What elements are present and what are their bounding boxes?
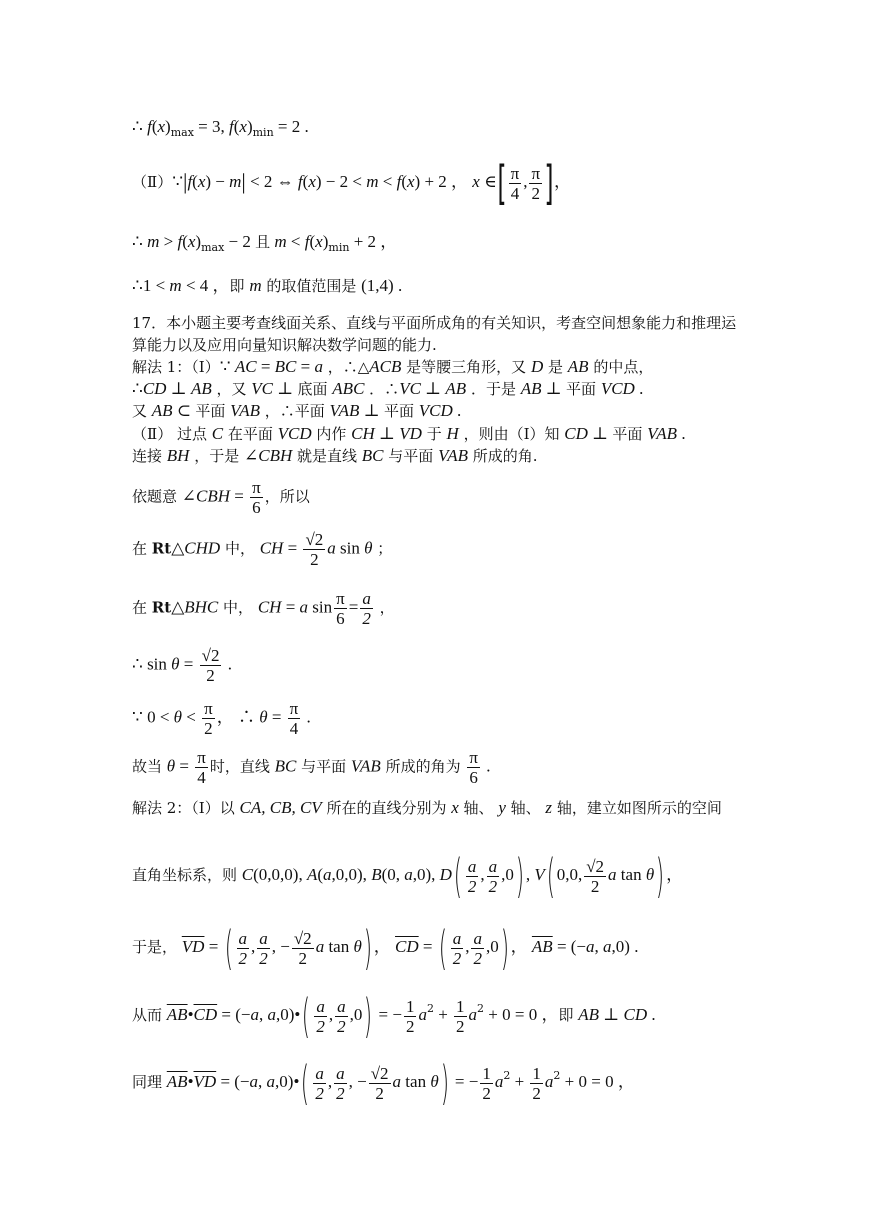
method1-line5: 连接 BH ，于是 ∠CBH 就是直线 BC 与平面 VAB 所成的角. — [132, 446, 538, 465]
method2-line1: 解法 2：（Ⅰ）以 CA, CB, CV 所在的直线分别为 x 轴、 y 轴、 z 轴，建立如图所示的空间 — [132, 798, 722, 817]
method2-line4: 从而 $\overline{AB}•\overline{CD} = (-a$, a,0)•( $\frac{a}{2}$ , $\frac{a}{2}$ ,0) = − $\frac{1}{2}$ $a^2$ + $\frac{1}{2}$ $a^2 + 0 = 0$ ，即 AB ⊥ CD . — [132, 989, 656, 1043]
line-part2-condition: （Ⅱ）∵|f(x) − m| < 2 ⇔ f(x) − 2 < m < f(x) + 2 ， x ∈[ $\frac{\pi}{4}$ , $\frac{\pi}{2}$ ]， — [132, 156, 572, 210]
method1-line4: （Ⅱ） 过点 C 在平面 VCD 内作 CH ⊥ VD 于 H ，则由（Ⅰ）知 CD ⊥ 平面 VAB . — [132, 424, 686, 443]
method1-line7: 在 Rt△CHD 中， CH = $\frac{√2}{2}$ a sin θ ； — [132, 530, 393, 569]
method1-line9: ∴ sin θ = $\frac{√2}{2}$ . — [132, 646, 232, 685]
method2-line5: 同理 $\overline{AB}•\overline{VD} = (-a$, a,0)•( $\frac{a}{2}$ , $\frac{a}{2}$ , − $\frac{√2}{2}$ a tan θ) = − $\frac{1}{2}$ $a^2$ + $\frac{1}{2}$ $a^2 + 0 = 0$ ， — [132, 1056, 635, 1110]
line-m-range-result: ∴1 < m < 4 ，即 m 的取值范围是 (1,4) . — [132, 276, 403, 295]
problem17-intro-1: 17．本小题主要考查线面关系、直线与平面所成角的有关知识，考查空间想象能力和推理运 — [132, 314, 737, 332]
problem17-intro-2: 算能力以及应用向量知识解决数学问题的能力. — [132, 336, 437, 354]
method1-line8: 在 Rt△BHC 中， CH = a sin $\frac{\pi}{6}$ = $\frac{a}{2}$ ， — [132, 589, 395, 628]
line-fmax-fmin: ∴ $f(x)_{max} = 3$, $f(x)_{min} = 2$ . — [132, 117, 309, 139]
line-m-range-cond: ∴ $m > f(x)_{max} - 2$ 且 $m < f(x)_{min} + 2$ ， — [132, 232, 398, 254]
method1-line11: 故当 θ = $\frac{\pi}{4}$ 时，直线 BC 与平面 VAB 所成的角为 $\frac{\pi}{6}$ . — [132, 748, 491, 787]
method1-line3: 又 AB ⊂ 平面 VAB ，∴平面 VAB ⊥ 平面 VCD . — [132, 401, 462, 420]
method2-line2: 直角坐标系，则 C(0,0,0), A(a,0,0), B(0, a,0), D( $\frac{a}{2}$ , $\frac{a}{2}$ ,0) , V( 0,0, $\frac{√2}{2}$ a tan θ) ， — [132, 849, 684, 903]
method2-line3: 于是， $\overline{VD}$ = ( $\frac{a}{2}$ , $\frac{a}{2}$ , − $\frac{√2}{2}$ a tan θ) ， $\overline{CD}$ = ( $\frac{a}{2}$ , $\frac{a}{2}$ ,0) ， $\overline{AB} = (-a$, a,0) . — [132, 921, 639, 975]
method1-line10: ∵ 0 < θ < $\frac{\pi}{2}$ ， ∴ θ = $\frac{\pi}{4}$ . — [132, 699, 311, 738]
method1-line1: 解法 1：（Ⅰ）∵ AC = BC = a ，∴△ACB 是等腰三角形，又 D 是 AB 的中点， — [132, 357, 654, 376]
method1-line2: ∴CD ⊥ AB ，又 VC ⊥ 底面 ABC ．∴VC ⊥ AB ．于是 AB ⊥ 平面 VCD . — [132, 379, 644, 398]
method1-line6: 依题意 ∠CBH = $\frac{\pi}{6}$ ，所以 — [132, 478, 310, 517]
